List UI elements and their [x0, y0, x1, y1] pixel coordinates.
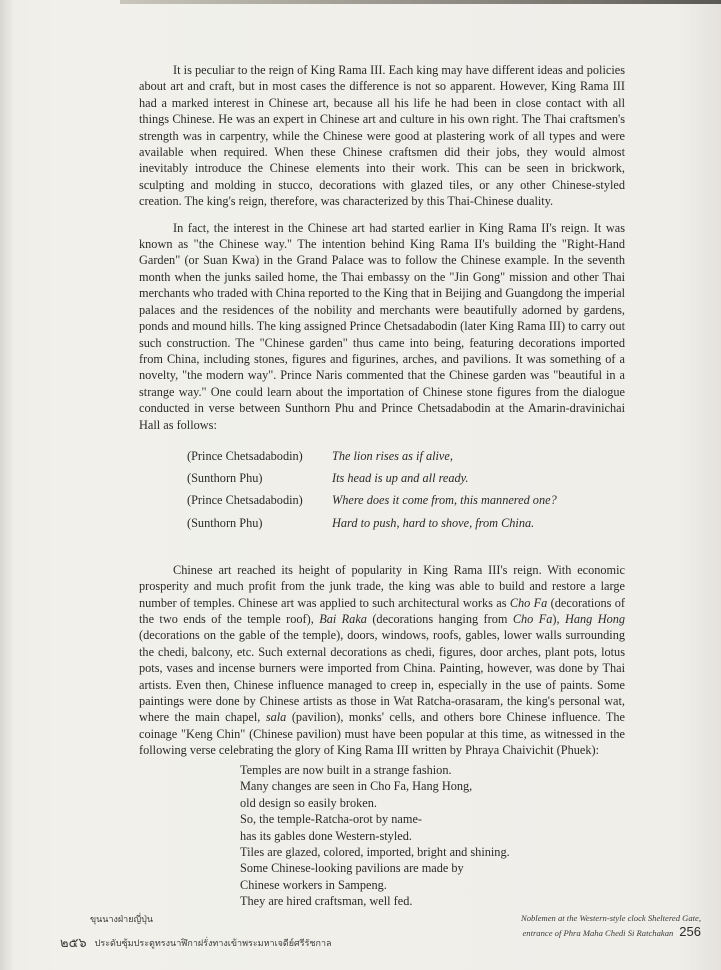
text-run: (decorations of the two ends of the temple roof), [139, 595, 626, 626]
dialogue-row [187, 512, 625, 534]
footer-thai-caption [60, 912, 332, 953]
page-top-edge [120, 0, 721, 4]
dialogue-speaker: (Prince Chetsadabodin) [187, 448, 303, 463]
verse-line: Some Chinese-looking pavilions are made by [240, 861, 464, 876]
main-text [139, 62, 625, 769]
dialogue-row [187, 467, 625, 489]
dialogue-row [187, 445, 625, 467]
footer-english-caption [521, 912, 701, 940]
paragraph-1: It is peculiar to the reign of King Rama III. Each king may have different ideas and policies about art and craft, but in most cases the difference is not so apparent. However, King Rama III had a marked interest in Chinese art, because all his life he had been in close contact with all things Chinese. He was an expert in Chinese art and culture in his own right. The Thai craftsmen's strength was in carpentry, while the Chinese were good at plastering work of all types and were available when required. When these Chinese craftsmen did their jobs, they would almost inevitably introduce the Chinese elements into their work. This can be seen in brickwork, sculpting and molding in stucco, decorations with glazed tiles, or any other Chinese-styled creation. The king's reign, therefore, was characterized by this Thai-Chinese duality. [139, 63, 625, 209]
text-run: Chinese art reached its height of popularity in King Rama III's reign. With economic prosperity and much profit from the junk trade, the king was able to build and restore a large number of temples. Chinese art was applied to such architectural works as [139, 562, 625, 610]
dialogue-row [187, 489, 625, 511]
text-run: (decorations hanging from [366, 611, 513, 626]
verse-block [240, 762, 510, 910]
verse-line: Many changes are seen in Cho Fa, Hang Hong, [240, 779, 473, 794]
verse-line: So, the temple-Ratcha-orot by name- [240, 812, 423, 827]
verse-line: Tiles are glazed, colored, imported, bright and shining. [240, 845, 510, 860]
caption-line-1: Noblemen at the Western-style clock Sheltered Gate, [520, 913, 701, 923]
caption-line-2: entrance of Phra Maha Chedi Si Ratchakan [522, 928, 674, 938]
term-sala: sala [265, 710, 287, 725]
text-run: ), [552, 611, 565, 626]
thai-caption-line-2: ประดับซุ้มประตูทรงนาฬิกาฝรั่งทางเข้าพระมหาเจดีย์ศรีรัชกาล [94, 938, 332, 949]
verse-line: Chinese workers in Sampeng. [240, 877, 387, 892]
caption-row [521, 925, 701, 940]
term-bai-raka: Bai Raka [319, 611, 367, 626]
paragraph-3 [139, 562, 625, 759]
dialogue-speaker: (Sunthorn Phu) [187, 471, 263, 486]
text-run: (decorations on the gable of the temple), doors, windows, roofs, gables, lower walls surrounding the chedi, balcony, etc. Such external decorations as chedi, figures, door arches, plant pots, lotus pots, vases and incense burners were imported from China. Painting, however, was done by Thai artists. Even then, Chinese influence managed to creep in, especially in the use of paints. Some paintings were done by Chinese artists as those in Wat Ratcha-orasaram, the king's personal wat, where the main chapel, [139, 628, 625, 725]
dialogue-speaker: (Sunthorn Phu) [187, 515, 263, 530]
thai-caption-line-1: ขุนนางฝ่ายญี่ปุ่น [90, 915, 154, 925]
dialogue-speaker: (Prince Chetsadabodin) [187, 493, 303, 508]
thai-caption-row [60, 932, 332, 953]
verse-dialogue [187, 445, 625, 534]
verse-line: old design so easily broken. [240, 795, 377, 810]
dialogue-line: The lion rises as if alive, [332, 448, 453, 463]
verse-line: Temples are now built in a strange fashion. [240, 763, 452, 777]
page-number: 256 [679, 924, 701, 939]
dialogue-line: Its head is up and all ready. [332, 471, 469, 486]
dialogue-line: Where does it come from, this mannered one? [332, 493, 557, 508]
verse-line: They are hired craftsman, well fed. [240, 894, 413, 909]
thai-page-number: ๒๕๖ [60, 936, 87, 951]
verse-line: has its gables done Western-styled. [240, 828, 412, 843]
paragraph-2: In fact, the interest in the Chinese art had started earlier in King Rama II's reign. It was known as "the Chinese way." The intention behind King Rama II's building the "Right-Hand Garden" (or Suan Kwa) in the Grand Palace was to follow the Chinese example. In the seventh month when the junks sailed home, the Thai embassy on the "Jin Gong" mission and other Thai merchants who traded with China reported to the King that in Beijing and Guangdong the imperial palaces and the residences of the nobility and merchants were beautifully adorned by gardens, ponds and mound hills. The king assigned Prince Chetsadabodin (later King Rama III) to carry out such construction. The "Chinese garden" thus came into being, featuring decorations imported from China, including stones, figures and figurines, arches, and pavilions. It was something of a novelty, "the modern way". Prince Naris commented that the Chinese garden was "beautiful in a strange way." One could learn about the importation of Chinese stone figures from the dialogue conducted in verse between Sunthorn Phu and Prince Chetsadabodin at the Amarin-dravinichai Hall as follows: [139, 220, 625, 432]
term-cho-fa: Cho Fa [509, 595, 548, 610]
text-run: (pavilion), monks' cells, and others bore Chinese influence. The coinage "Keng Chin" (Chinese pavilion) must have been popular at this time, as witnessed in the following verse celebrating the glory of King Rama III written by Phraya Chaivichit (Phuek): [139, 710, 626, 758]
dialogue-line: Hard to push, hard to shove, from China. [332, 515, 535, 530]
term-hang-hong: Hang Hong [564, 611, 626, 626]
term-cho-fa: Cho Fa [512, 611, 553, 626]
